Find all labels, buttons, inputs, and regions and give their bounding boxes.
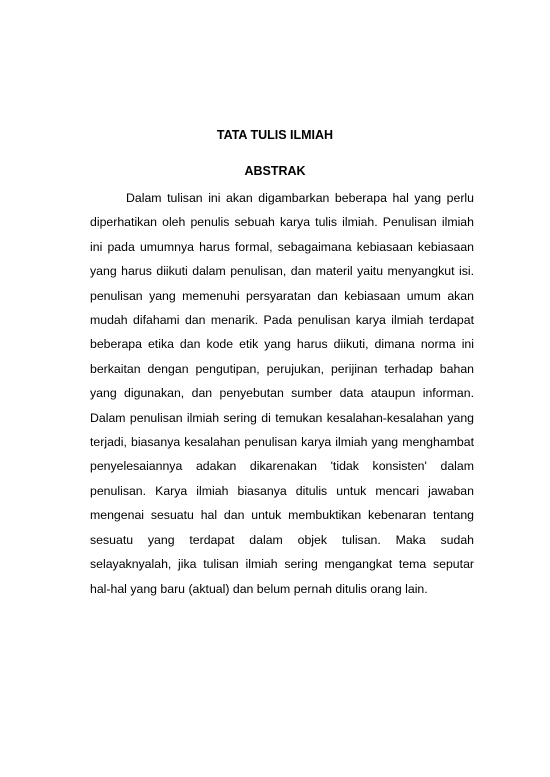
document-title: TATA TULIS ILMIAH	[216, 128, 334, 142]
abstract-paragraph: Dalam tulisan ini akan digambarkan beberapa hal yang perlu diperhatikan oleh penulis sebuah karya tulis ilmiah. Penulisan ilmiah ini pada umumnya harus formal, sebagaimana kebiasaan kebiasaan yang harus diikuti dalam penulisan, dan materil yaitu menyangkut isi. penulisan yang memenuhi persyaratan dan kebiasaan umum akan mudah difahami dan menarik. Pada penulisan karya ilmiah terdapat beberapa etika dan kode etik yang harus diikuti, dimana norma ini berkaitan dengan pengutipan, perujukan, perijinan terhadap bahan yang digunakan, dan penyebutan sumber data ataupun informan. Dalam penulisan ilmiah sering di temukan kesalahan-kesalahan yang terjadi, biasanya kesalahan penulisan karya ilmiah yang menghambat penyelesaiannya adakan dikarenakan 'tidak konsisten' dalam penulisan. Karya ilmiah biasanya ditulis untuk mencari jawaban mengenai sesuatu hal dan untuk membuktikan kebenaran tentang sesuatu yang terdapat dalam objek tulisan. Maka sudah selayaknyalah, jika tulisan ilmiah sering mengangkat tema seputar hal-hal yang baru (aktual) dan belum pernah ditulis orang lain.	[90, 191, 474, 596]
abstract-heading: ABSTRAK	[244, 164, 306, 178]
